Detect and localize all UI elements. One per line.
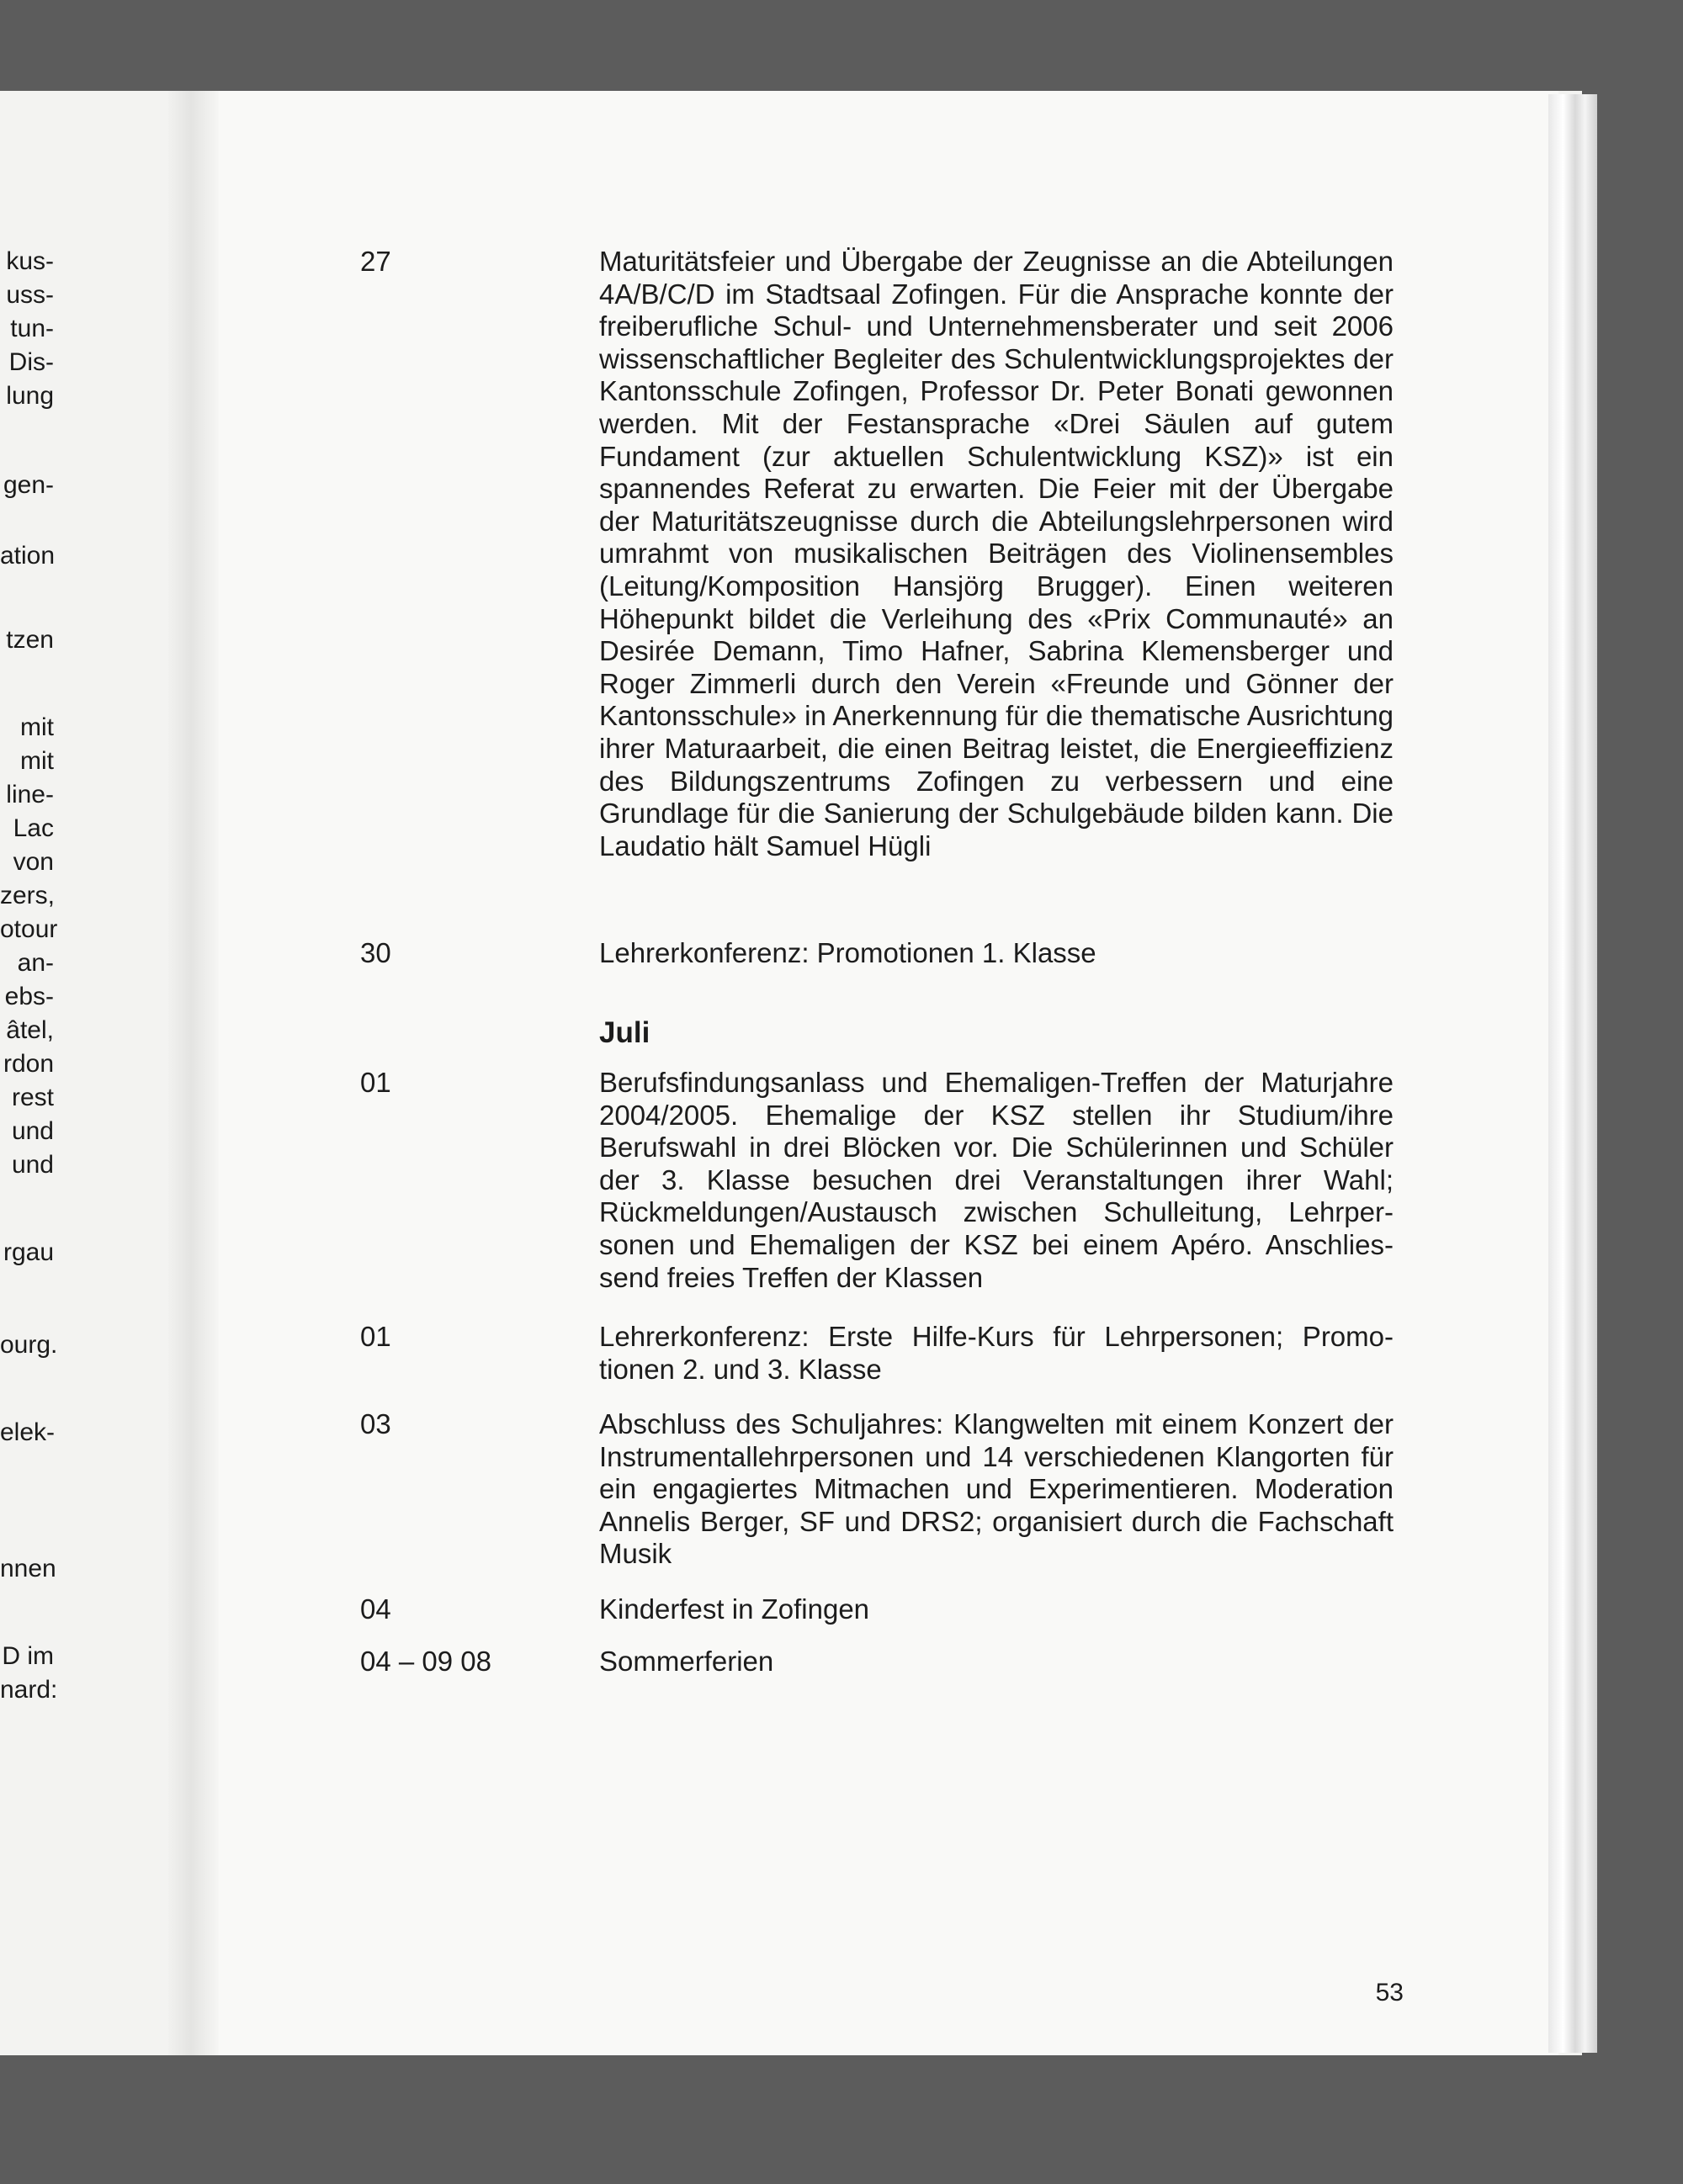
entry-date: 01 <box>360 1067 391 1098</box>
entry-text: Lehrerkonferenz: Erste Hilfe-Kurs für Lehrpersonen; Promotionen 2. und 3. Klasse <box>599 1321 1394 1385</box>
left-fragment: nnen <box>0 1555 56 1582</box>
left-fragment: otour <box>0 915 58 943</box>
left-fragment: tzen <box>6 626 54 654</box>
left-fragment: ebs- <box>4 983 54 1010</box>
entry-text: Maturitätsfeier und Übergabe der Zeugnisse an die Abteilungen 4A/B/C/D im Stadtsaal Zofingen. Für die Ansprache konnte der freiberufliche Schul- und Unternehmensberater und seit 2006 wissenschaftlicher Begleiter des Schulentwicklungsprojektes der Kantonsschule Zofingen, Professor Dr. Peter Bonati gewonnen werden. Mit der Festansprache «Drei Säulen auf gutem Fundament (zur aktuellen Schulentwicklung KSZ)» ist ein spannendes Referat zu erwarten. Die Feier mit der Übergabe der Maturitätszeugnisse durch die Abteilungslehrpersonen wird umrahmt von musikalischen Beiträgen des Violinensembles (Leitung/Komposition Hansjörg Brugger). Einen weiteren Höhepunkt bildet die Verleihung des «Prix Communauté» an Desirée Demann, Timo Hafner, Sabrina Klemensberger und Roger Zimmerli durch den Verein «Freunde und Gönner der Kantonsschule» in Anerkennung für die thematische Ausrichtung ihrer Maturaarbeit, die einen Beitrag leistet, die Energieeffizienz des Bildungszentrums Zofingen zu verbessern und eine Grundlage für die Sanierung der Schulgebäude bilden kann. Die Laudatio hält Samuel Hügli <box>599 246 1394 861</box>
entry-date: 03 <box>360 1408 391 1439</box>
left-fragment: Dis- <box>8 348 54 376</box>
left-fragment: D im <box>2 1642 54 1670</box>
entry-date: 01 <box>360 1321 391 1352</box>
book-gutter <box>168 91 219 2055</box>
entry-text: Lehrerkonferenz: Promotionen 1. Klasse <box>599 937 1096 968</box>
left-fragment: Lac <box>13 814 54 842</box>
left-fragment: line- <box>6 781 54 808</box>
left-fragment: âtel, <box>6 1016 54 1044</box>
left-fragment: von <box>13 848 54 876</box>
left-fragment: rdon <box>3 1050 54 1078</box>
left-fragment: rest <box>11 1084 54 1111</box>
left-fragment: gen- <box>3 471 54 499</box>
entry-text: Abschluss des Schuljahres: Klangwelten mit einem Konzert der Instrumentallehrpersonen und 14 verschiedenen Klangorten für ein engagiertes Mitmachen und Experimentieren. Moderation Annelis Berger, SF und DRS2; organisiert durch die Fachschaft Musik <box>599 1408 1394 1570</box>
left-fragment: rgau <box>3 1238 54 1266</box>
month-heading: Juli <box>599 1016 650 1049</box>
entry-date: 30 <box>360 937 391 968</box>
entry-date: 04 <box>360 1593 391 1625</box>
left-fragment: elek- <box>0 1418 56 1446</box>
left-fragment: und <box>11 1117 54 1145</box>
entry-text: Berufsfindungsanlass und Ehemaligen-Treffen der Maturjahre 2004/2005. Ehemalige der KSZ stellen ihr Studium/ihre Berufswahl in drei Blöcken vor. Die Schülerinnen und Schüler der 3. Klasse besuchen drei Veranstaltungen ihrer Wahl; Rückmeldungen/Austausch zwischen Schulleitung, Lehrpersonen und Ehemaligen der KSZ bei einem Apéro. Anschliessend freies Treffen der Klassen <box>599 1067 1394 1293</box>
left-fragment: nard: <box>0 1676 58 1704</box>
left-fragment: mit <box>20 713 54 741</box>
left-fragment: zers, <box>0 882 56 909</box>
entry-date: 27 <box>360 246 391 277</box>
left-fragment: uss- <box>6 281 54 309</box>
left-fragment: ourg. <box>0 1331 58 1359</box>
left-fragment: ation <box>0 542 56 570</box>
left-fragment: und <box>11 1151 54 1179</box>
entry-text: Sommerferien <box>599 1646 774 1677</box>
left-fragment: kus- <box>6 247 54 275</box>
left-fragment: an- <box>17 949 54 977</box>
entry-text: Kinderfest in Zofingen <box>599 1593 870 1625</box>
page-edges <box>1548 94 1597 2053</box>
left-fragment: lung <box>6 382 54 410</box>
left-fragment: mit <box>20 747 54 775</box>
left-fragment: tun- <box>10 315 54 342</box>
page-number: 53 <box>1375 1979 1404 2006</box>
entry-date: 04 – 09 08 <box>360 1646 491 1677</box>
